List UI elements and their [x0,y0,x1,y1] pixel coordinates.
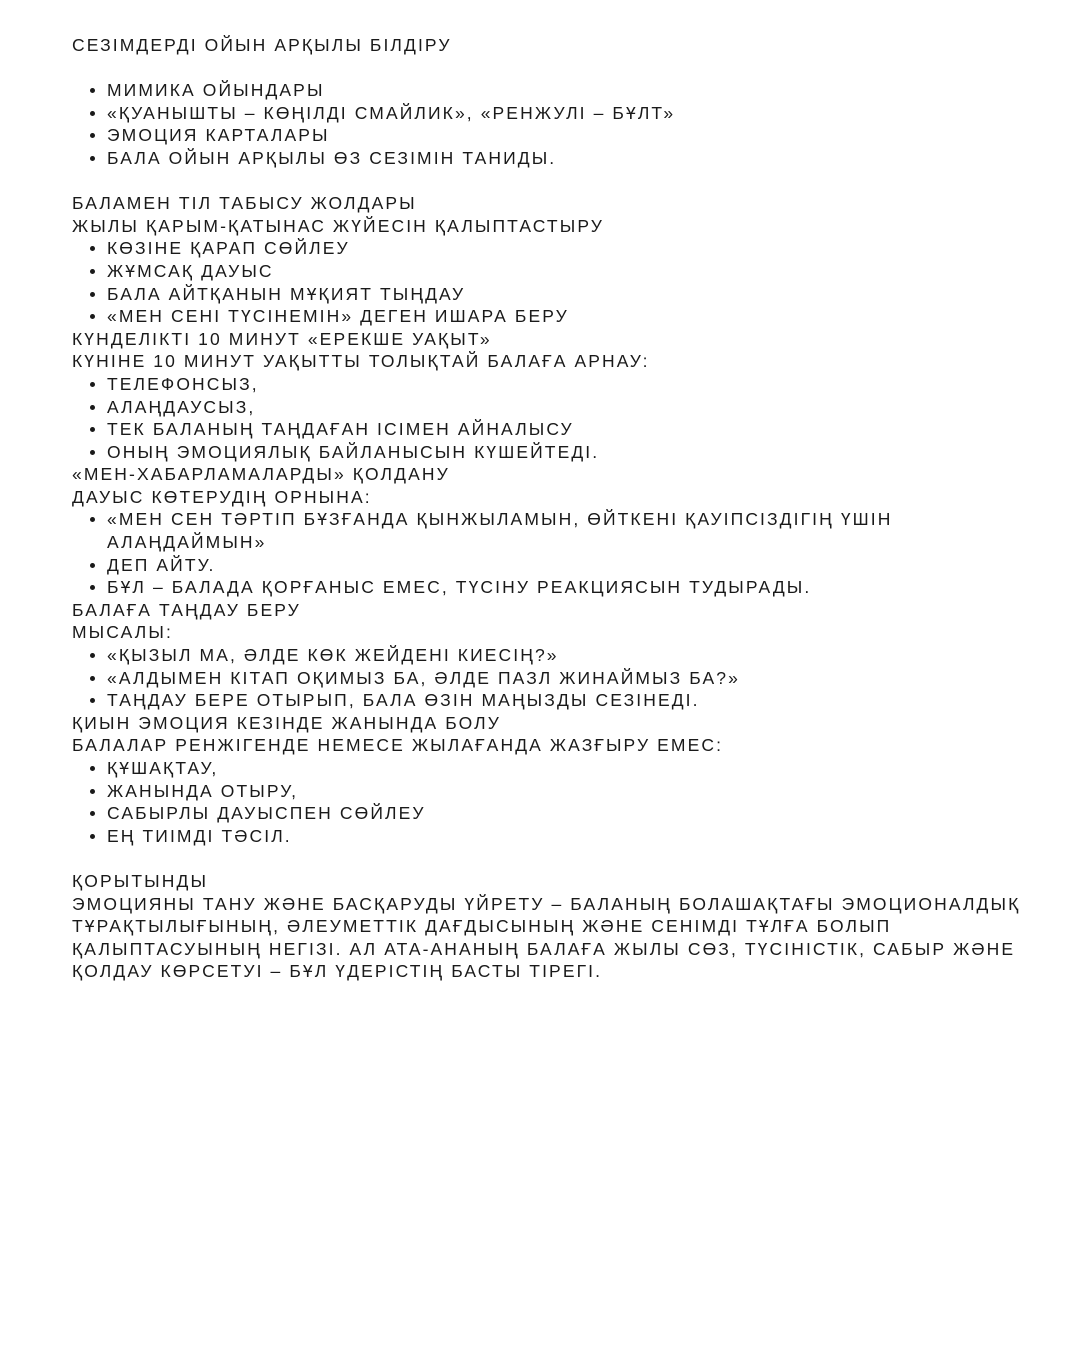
i-messages-list [72,508,1040,598]
section-subtitle-special-time: КҮНІНЕ 10 МИНУТ УАҚЫТТЫ ТОЛЫҚТАЙ БАЛАҒА АРНАУ: [72,351,650,372]
list-item: «ҚЫЗЫЛ МА, ӘЛДЕ КӨК ЖЕЙДЕНІ КИЕСІҢ?» [72,644,1040,667]
list-item: ТЕК БАЛАНЫҢ ТАҢДАҒАН ІСІМЕН АЙНАЛЫСУ [72,418,1040,441]
give-choice-list [72,644,1040,712]
section-subtitle-examples: МЫСАЛЫ: [72,622,173,643]
list-item: ДЕП АЙТУ. [72,554,1040,577]
list-item: БАЛА ОЙЫН АРҚЫЛЫ ӨЗ СЕЗІМІН ТАНИДЫ. [72,147,1040,170]
list-item: «МЕН СЕН ТӘРТІП БҰЗҒАНДА ҚЫНЖЫЛАМЫН, ӨЙТКЕНІ ҚАУІПСІЗДІГІҢ ҮШІН АЛАҢДАЙМЫН» [72,508,967,553]
list-item: ТАҢДАУ БЕРЕ ОТЫРЫП, БАЛА ӨЗІН МАҢЫЗДЫ СЕЗІНЕДІ. [72,689,1040,712]
section-title-special-time: КҮНДЕЛІКТІ 10 МИНУТ «ЕРЕКШЕ УАҚЫТ» [72,328,492,349]
list-item: «АЛДЫМЕН КІТАП ОҚИМЫЗ БА, ӘЛДЕ ПАЗЛ ЖИНАЙМЫЗ БА?» [72,667,1040,690]
list-item: ЖАНЫНДА ОТЫРУ, [72,780,1040,803]
section-subtitle-warm-relations: ЖЫЛЫ ҚАРЫМ-ҚАТЫНАС ЖҮЙЕСІН ҚАЛЫПТАСТЫРУ [72,215,604,236]
list-item: «МЕН СЕНІ ТҮСІНЕМІН» ДЕГЕН ИШАРА БЕРУ [72,305,1040,328]
document-page [72,34,1040,983]
special-time-list [72,373,1040,463]
list-item: ҚҰШАҚТАУ, [72,757,1040,780]
list-item: ЖҰМСАҚ ДАУЫС [72,260,1040,283]
conclusion-title: ҚОРЫТЫНДЫ [72,870,209,891]
list-item: БҰЛ – БАЛАДА ҚОРҒАНЫС ЕМЕС, ТҮСІНУ РЕАКЦИЯСЫН ТУДЫРАДЫ. [72,576,1040,599]
section-title-emotions-through-play: СЕЗІМДЕРДІ ОЙЫН АРҚЫЛЫ БІЛДІРУ [72,35,452,55]
list-item: «ҚУАНЫШТЫ – КӨҢІЛДІ СМАЙЛИК», «РЕНЖУЛІ – БҰЛТ» [72,102,1040,125]
list-item: БАЛА АЙТҚАНЫН МҰҚИЯТ ТЫҢДАУ [72,283,1040,306]
list-item: ЭМОЦИЯ КАРТАЛАРЫ [72,124,1040,147]
list-item: САБЫРЛЫ ДАУЫСПЕН СӨЙЛЕУ [72,802,1040,825]
section-title-give-choice: БАЛАҒА ТАҢДАУ БЕРУ [72,599,301,620]
list-item: ТЕЛЕФОНСЫЗ, [72,373,1040,396]
list-item: ЕҢ ТИІМДІ ТӘСІЛ. [72,825,1040,848]
list-item: МИМИКА ОЙЫНДАРЫ [72,79,1040,102]
list-item: ОНЫҢ ЭМОЦИЯЛЫҚ БАЙЛАНЫСЫН КҮШЕЙТЕДІ. [72,441,1040,464]
conclusion-paragraph: ЭМОЦИЯНЫ ТАНУ ЖӘНЕ БАСҚАРУДЫ ҮЙРЕТУ – БАЛАНЫҢ БОЛАШАҚТАҒЫ ЭМОЦИОНАЛДЫҚ ТҰРАҚТЫЛЫҒЫНЫҢ, ӘЛЕУМЕТТІК ДАҒДЫСЫНЫҢ ЖӘНЕ СЕНІМДІ ТҰЛҒА БОЛЫП ҚАЛЫПТАСУЫНЫҢ НЕГІЗІ. АЛ АТА-АНАНЫҢ БАЛАҒА ЖЫЛЫ СӨЗ, ТҮСІНІСТІК, САБЫР ЖӘНЕ ҚОЛДАУ КӨРСЕТУІ – БҰЛ ҮДЕРІСТІҢ БАСТЫ ТІРЕГІ. [72,893,1021,982]
list-item: КӨЗІНЕ ҚАРАП СӨЙЛЕУ [72,237,1040,260]
warm-relations-list [72,237,1040,327]
section-subtitle-i-messages: ДАУЫС КӨТЕРУДІҢ ОРНЫНА: [72,486,372,507]
list-item: АЛАҢДАУСЫЗ, [72,396,1040,419]
difficult-emotions-list [72,757,1040,847]
section-title-communication-ways: БАЛАМЕН ТІЛ ТАБЫСУ ЖОЛДАРЫ [72,193,417,214]
section-subtitle-difficult-emotions: БАЛАЛАР РЕНЖІГЕНДЕ НЕМЕСЕ ЖЫЛАҒАНДА ЖАЗҒЫРУ ЕМЕС: [72,735,724,756]
section-title-i-messages: «МЕН-ХАБАРЛАМАЛАРДЫ» ҚОЛДАНУ [72,464,450,485]
emotions-play-list [72,79,1040,169]
section-title-difficult-emotions: ҚИЫН ЭМОЦИЯ КЕЗІНДЕ ЖАНЫНДА БОЛУ [72,712,501,733]
